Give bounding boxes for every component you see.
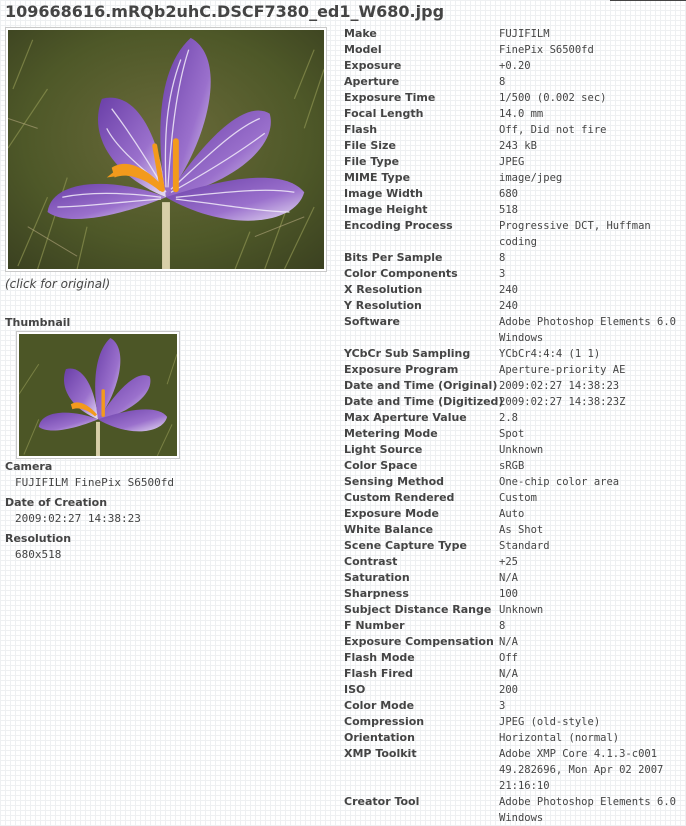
exif-value: 2009:02:27 14:38:23Z (499, 396, 626, 408)
exif-row (344, 554, 686, 570)
exif-key: Color Components (344, 267, 458, 280)
exif-value: 100 (499, 588, 518, 600)
exif-row (344, 714, 686, 730)
exif-value: 518 (499, 204, 518, 216)
exif-key: Custom Rendered (344, 491, 455, 504)
exif-key: Exposure (344, 59, 402, 72)
exif-value: Adobe Photoshop Elements 6.0 Windows (499, 796, 677, 824)
exif-row (344, 746, 686, 794)
exif-row (344, 410, 686, 426)
exif-key: Exposure Compensation (344, 635, 494, 648)
exif-value: Off (499, 652, 518, 664)
exif-key: Light Source (344, 443, 423, 456)
exif-key: F Number (344, 619, 405, 632)
exif-value: Adobe XMP Core 4.1.3-c001 49.282696, Mon Apr 02 2007 21:16:10 (499, 748, 664, 792)
exif-value: One-chip color area (499, 476, 620, 488)
crocus-photo (8, 30, 324, 269)
exif-row (344, 618, 686, 634)
exif-value: Standard (499, 540, 550, 552)
exif-value: Aperture-priority AE (499, 364, 626, 376)
exif-value: 3 (499, 268, 506, 280)
exif-row (344, 426, 686, 442)
exif-row (344, 266, 686, 282)
exif-row (344, 282, 686, 298)
exif-value: YCbCr4:4:4 (1 1) (499, 348, 601, 360)
exif-value: +25 (499, 556, 518, 568)
exif-row (344, 394, 686, 410)
exif-value: 14.0 mm (499, 108, 544, 120)
exif-key: Metering Mode (344, 427, 438, 440)
exif-row (344, 522, 686, 538)
exif-key: Saturation (344, 571, 410, 584)
camera-value: FUJIFILM FinePix S6500fd (15, 476, 174, 489)
crocus-thumbnail (19, 334, 177, 456)
camera-label: Camera (5, 460, 53, 473)
exif-key: Date and Time (Digitized) (344, 395, 504, 408)
exif-key: File Size (344, 139, 396, 152)
exif-key: Aperture (344, 75, 400, 88)
exif-row (344, 250, 686, 266)
exif-key: Make (344, 27, 377, 40)
exif-row (344, 42, 686, 58)
exif-value: 680 (499, 188, 518, 200)
exif-row (344, 346, 686, 362)
exif-key: Subject Distance Range (344, 603, 492, 616)
exif-row (344, 634, 686, 650)
click-for-original-link[interactable]: (click for original) (5, 277, 111, 291)
exif-row (344, 682, 686, 698)
exif-key: Encoding Process (344, 219, 453, 232)
date-of-creation-value: 2009:02:27 14:38:23 (15, 512, 141, 525)
exif-row (344, 58, 686, 74)
exif-row (344, 26, 686, 42)
exif-key: Flash Mode (344, 651, 415, 664)
exif-value: Custom (499, 492, 537, 504)
main-photo-link[interactable] (5, 27, 327, 272)
exif-key: Image Width (344, 187, 424, 200)
exif-row (344, 202, 686, 218)
page-title: 109668616.mRQb2uhC.DSCF7380_ed1_W680.jpg (5, 2, 445, 21)
exif-value: Unknown (499, 604, 544, 616)
exif-key: Y Resolution (344, 299, 422, 312)
exif-key: ISO (344, 683, 366, 696)
exif-value: 3 (499, 700, 506, 712)
exif-value: 8 (499, 620, 506, 632)
exif-value: 240 (499, 300, 518, 312)
exif-row (344, 378, 686, 394)
exif-value: Off, Did not fire (499, 124, 607, 136)
exif-value: 2.8 (499, 412, 518, 424)
exif-value: 200 (499, 684, 518, 696)
top-divider (610, 0, 686, 1)
thumbnail-label: Thumbnail (5, 316, 71, 329)
exif-value: Horizontal (normal) (499, 732, 620, 744)
exif-value: Progressive DCT, Huffman coding (499, 220, 651, 248)
exif-value: 2009:02:27 14:38:23 (499, 380, 620, 392)
exif-row (344, 666, 686, 682)
exif-row (344, 794, 686, 826)
exif-key: Color Mode (344, 699, 415, 712)
exif-row (344, 218, 686, 250)
exif-row (344, 90, 686, 106)
exif-key: Sensing Method (344, 475, 444, 488)
exif-value: +0.20 (499, 60, 531, 72)
exif-row (344, 698, 686, 714)
exif-value: FUJIFILM (499, 28, 550, 40)
exif-key: Color Space (344, 459, 418, 472)
exif-key: Exposure Mode (344, 507, 439, 520)
exif-value: 240 (499, 284, 518, 296)
exif-value: N/A (499, 572, 518, 584)
exif-key: Focal Length (344, 107, 424, 120)
exif-row (344, 474, 686, 490)
exif-key: Exposure Time (344, 91, 436, 104)
exif-row (344, 730, 686, 746)
exif-value: JPEG (old-style) (499, 716, 601, 728)
exif-value: 1/500 (0.002 sec) (499, 92, 607, 104)
exif-row (344, 74, 686, 90)
exif-key: Sharpness (344, 587, 409, 600)
exif-value: 243 kB (499, 140, 537, 152)
date-of-creation-label: Date of Creation (5, 496, 108, 509)
exif-key: White Balance (344, 523, 434, 536)
exif-row (344, 538, 686, 554)
exif-key: Model (344, 43, 382, 56)
exif-row (344, 362, 686, 378)
exif-key: Orientation (344, 731, 415, 744)
exif-key: Image Height (344, 203, 428, 216)
exif-value: sRGB (499, 460, 525, 472)
exif-value: Adobe Photoshop Elements 6.0 Windows (499, 316, 677, 344)
exif-key: Max Aperture Value (344, 411, 467, 424)
exif-row (344, 570, 686, 586)
exif-value: 8 (499, 76, 506, 88)
exif-value: FinePix S6500fd (499, 44, 594, 56)
exif-key: Scene Capture Type (344, 539, 467, 552)
exif-key: Flash (344, 123, 378, 136)
exif-row (344, 106, 686, 122)
thumbnail-image (16, 331, 180, 459)
exif-row (344, 490, 686, 506)
exif-key: Creator Tool (344, 795, 420, 808)
resolution-label: Resolution (5, 532, 72, 545)
exif-value: N/A (499, 636, 518, 648)
exif-key: Compression (344, 715, 425, 728)
exif-value: 8 (499, 252, 506, 264)
exif-row (344, 442, 686, 458)
exif-key: X Resolution (344, 283, 423, 296)
exif-key: Date and Time (Original) (344, 379, 498, 392)
exif-row (344, 602, 686, 618)
exif-row (344, 506, 686, 522)
exif-key: Software (344, 315, 400, 328)
exif-value: Unknown (499, 444, 544, 456)
exif-value: JPEG (499, 156, 525, 168)
exif-value: N/A (499, 668, 518, 680)
exif-key: Flash Fired (344, 667, 413, 680)
exif-table (344, 26, 686, 826)
exif-key: MIME Type (344, 171, 411, 184)
resolution-value: 680x518 (15, 548, 62, 561)
exif-key: XMP Toolkit (344, 747, 417, 760)
exif-key: YCbCr Sub Sampling (344, 347, 471, 360)
exif-value: image/jpeg (499, 172, 563, 184)
exif-row (344, 186, 686, 202)
exif-row (344, 458, 686, 474)
exif-row (344, 138, 686, 154)
exif-key: Contrast (344, 555, 398, 568)
exif-value: Auto (499, 508, 525, 520)
exif-row (344, 586, 686, 602)
exif-row (344, 154, 686, 170)
exif-value: As Shot (499, 524, 544, 536)
exif-row (344, 122, 686, 138)
exif-row (344, 650, 686, 666)
exif-key: File Type (344, 155, 400, 168)
exif-row (344, 314, 686, 346)
exif-key: Exposure Program (344, 363, 459, 376)
exif-key: Bits Per Sample (344, 251, 443, 264)
exif-row (344, 298, 686, 314)
exif-row (344, 170, 686, 186)
exif-value: Spot (499, 428, 525, 440)
